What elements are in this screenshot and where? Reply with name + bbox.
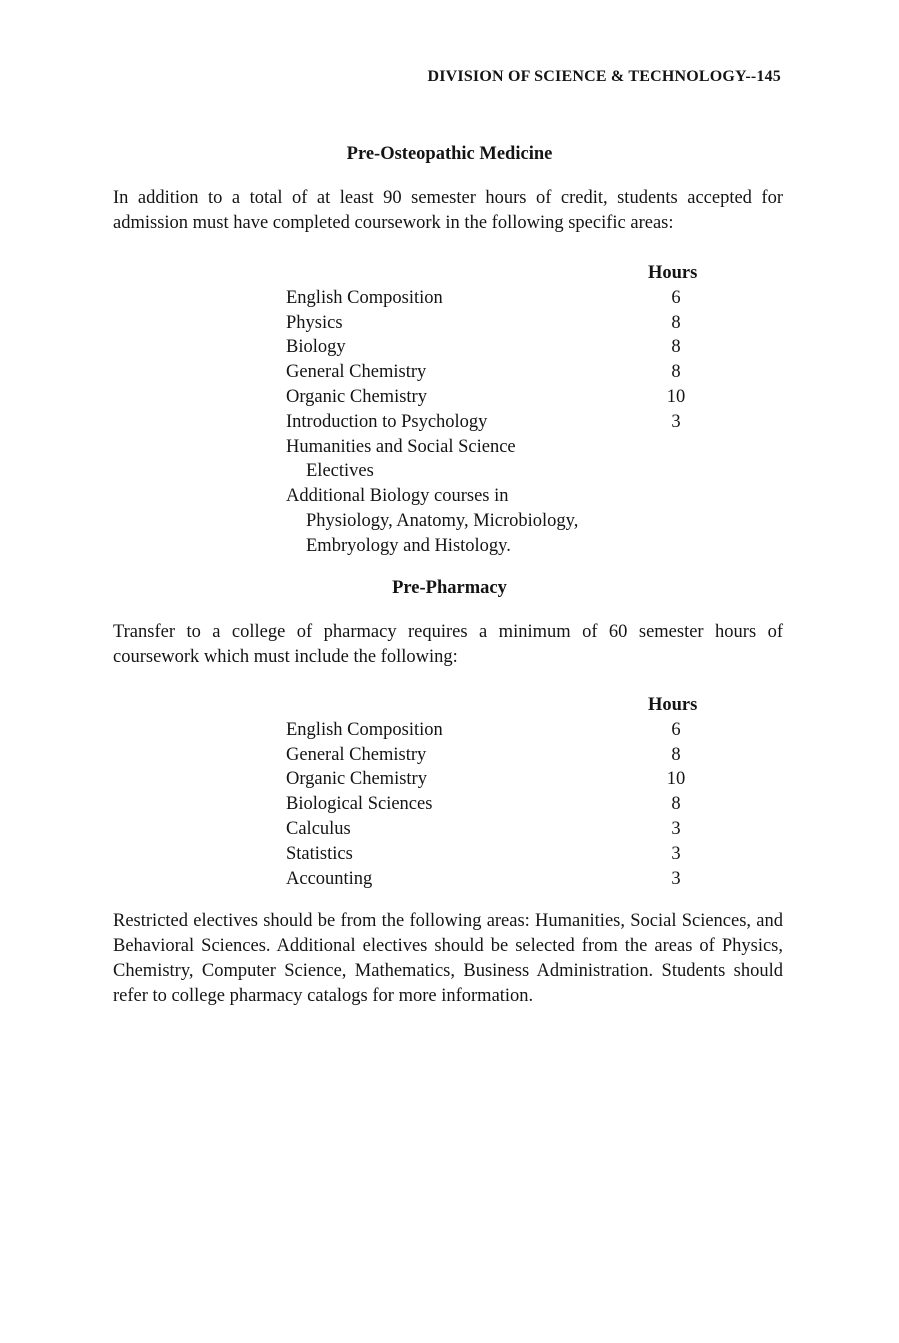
course-hours: 8 [671, 337, 681, 358]
electives-line-2: Electives [306, 461, 374, 482]
hours-column-header: Hours [648, 263, 698, 283]
table-row [286, 867, 706, 892]
table-row [286, 842, 706, 867]
pre-pharmacy-rows [286, 718, 706, 892]
additional-line-3: Embryology and Histology. [306, 535, 511, 556]
table-row [286, 410, 706, 435]
course-name: Organic Chemistry [286, 386, 427, 407]
course-hours: 3 [671, 868, 681, 889]
electives-line-1: Humanities and Social Science [286, 436, 516, 457]
course-hours: 3 [671, 843, 681, 864]
course-hours: 8 [671, 312, 681, 333]
course-name: English Composition [286, 719, 443, 740]
course-hours: 8 [671, 362, 681, 383]
table-row [286, 718, 706, 743]
running-head: DIVISION OF SCIENCE & TECHNOLOGY--145 [427, 68, 781, 85]
section-title-pre-pharmacy: Pre-Pharmacy [392, 578, 507, 598]
course-name: Statistics [286, 843, 353, 864]
course-name: Accounting [286, 868, 373, 889]
table-row-electives [286, 435, 706, 460]
table-row [286, 335, 706, 360]
table-row-additional [286, 484, 706, 509]
table-row [286, 792, 706, 817]
pre-pharmacy-intro: Transfer to a college of pharmacy requires a minimum of 60 semester hours of coursework which must include the following: [113, 622, 783, 667]
section-title-pre-osteopathic: Pre-Osteopathic Medicine [346, 144, 553, 164]
pre-osteopathic-rows [286, 286, 706, 559]
course-hours: 3 [671, 411, 681, 432]
course-hours: 3 [671, 818, 681, 839]
table-row [286, 385, 706, 410]
table-row [286, 286, 706, 311]
pre-osteopathic-intro: In addition to a total of at least 90 semester hours of credit, students accepted for admission must have completed coursework in the following specific areas: [113, 188, 783, 233]
course-hours: 8 [671, 744, 681, 765]
course-hours: 10 [666, 769, 686, 790]
table-row [286, 311, 706, 336]
course-name: General Chemistry [286, 744, 427, 765]
course-name: Organic Chemistry [286, 769, 427, 790]
course-name: Physics [286, 312, 343, 333]
table-row-electives-cont [286, 459, 706, 484]
course-name: General Chemistry [286, 362, 427, 383]
course-hours: 6 [671, 719, 681, 740]
table-row [286, 360, 706, 385]
course-name: Biology [286, 337, 346, 358]
course-hours: 10 [666, 386, 686, 407]
course-name: English Composition [286, 287, 443, 308]
course-name: Introduction to Psychology [286, 411, 488, 432]
course-name: Calculus [286, 818, 351, 839]
table-row [286, 743, 706, 768]
additional-line-2: Physiology, Anatomy, Microbiology, [306, 510, 579, 531]
course-hours: 6 [671, 287, 681, 308]
pre-pharmacy-requirements-table [286, 693, 706, 893]
table-row [286, 817, 706, 842]
table-row [286, 767, 706, 792]
course-name: Biological Sciences [286, 794, 433, 815]
table-row-additional-cont [286, 534, 706, 559]
course-hours: 8 [671, 794, 681, 815]
hours-column-header: Hours [648, 695, 698, 715]
table-row-additional-cont [286, 509, 706, 534]
pre-pharmacy-closing: Restricted electives should be from the following areas: Humanities, Social Sciences, and Behavioral Sciences. Additional electives should be selected from the areas of Physics, Chemistry, Computer Science, Mathematics, Business Administration. Students should refer to college pharmacy catalogs for more information. [113, 911, 783, 1006]
pre-osteopathic-requirements-table [286, 261, 706, 561]
additional-line-1: Additional Biology courses in [286, 486, 509, 507]
